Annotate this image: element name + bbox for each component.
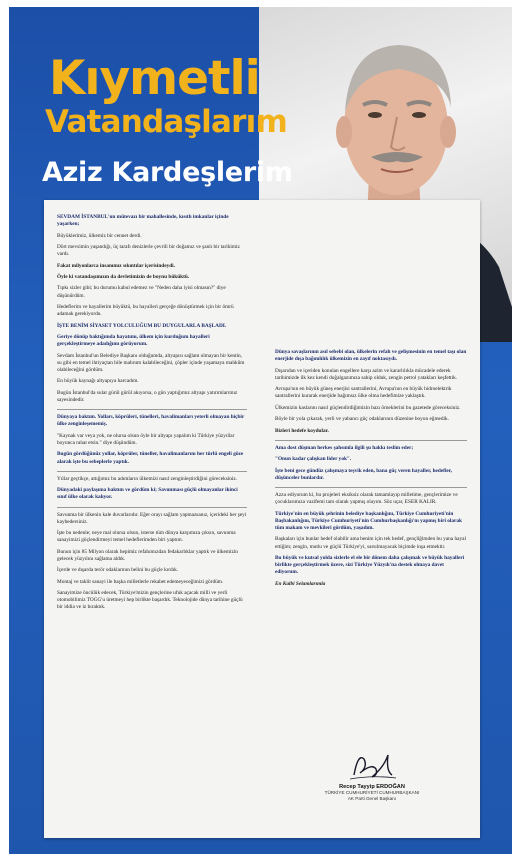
letter-paragraph: Ülkemizin kaslarını nasıl güçlendirdiğimizin bazı örneklerini bu gazetede göreceksiniz. (275, 404, 461, 411)
letter-paragraph: Ama dost düşman herkes şahsımla ilgili şu hakkı teslim eder; (275, 444, 414, 451)
signature-title-1: TÜRKİYE CUMHURİYETİ CUMHURBAŞKANI (324, 790, 420, 795)
divider (275, 440, 467, 441)
letter-paragraph: Dünyaya baktım. Yolları, köprüleri, tünelleri, havalimanları yeterli olmayan hiçbir ülke zenginleşememiş. (57, 414, 245, 428)
letter-paragraph: Türkiye'nin en büyük şehrinin belediye başkanlığını, Türkiye Cumhuriyeti'nin Başbakanlığını, Türkiye Cumhuriyeti'nin Cumhurbaşkanlığı'nı yapmış biri olarak tüm makam ve mevkileri gördüm, yaşadım. (275, 510, 462, 531)
letter-paragraph: En büyük kaynağı altyapıya harcadım. (57, 378, 139, 385)
advertisement (9, 7, 512, 854)
letter-paragraph: Bugün gördüğünüz yollar, köprüler, tüneller, havalimanlarını her türlü engeli göze alarak işte bu sebeplerle yaptık. (57, 451, 244, 465)
letter-paragraph: Sanayimize öncülük edecek, Türkiye'mizin gençlerine ufuk açacak milli ve yerli otomobilimiz TOGG'u üretmeyi hep birlikte başardık. Teknolojide dünya tarihine güçlü bir iddia ve iz bıraktık. (57, 590, 243, 611)
signature-title-2: AK Parti Genel Başkanı (347, 796, 397, 801)
letter-paragraph: "Onun kadar çalışkan lider yok". (275, 456, 352, 463)
letter-paragraph: Dünya savaşlarının asıl sebebi olan, ülkelerin refah ve gelişmesinin en temel taşı olan enerjide dışa bağımlılık ülkemizin en zayıf noktasıydı. (275, 349, 467, 363)
letter-paragraph: Savunma bir ülkenin kale duvarlarıdır. Eğer orayı sağlam yapmazsanız, içerideki her şeyi kaybedersiniz. (57, 511, 247, 525)
letter-paragraph: İçerde ve dışarda terör odaklarının belini bu güçle kırdık. (57, 567, 179, 574)
letter-paragraph: Tıpkı sizler gibi; bu durumu kabul edemez ve "Neden daha iyisi olmasın?" diye düşünürdüm. (57, 285, 226, 299)
letter-paragraph: Azzu ediyorum ki, bu projeleri eksiksiz olarak tamamlayıp milletime, gençlerimize ve çocuklarımıza vazifemi tam olarak yapmış olayım. Söz uçar, ESER KALIR. (275, 491, 458, 506)
letter-paragraph: SEVDAM İSTANBUL'un mütevazı bir mahallesinde, kısıtlı imkanlar içinde yaşarken; (57, 214, 229, 228)
divider (275, 487, 467, 488)
letter-paragraph: Başkaları için bunlar hedef olabilir ama benim için tek hedef, gençliğimden bu yana hayal ettiğim; zengin, mutlu ve güçlü Türkiye'yi, sarsılmayacak biçimde inşa etmektir. (275, 536, 466, 550)
letter-right-column (275, 349, 467, 592)
letter-paragraph: İşte beni gece gündüz çalışmaya teşvik eden, bana güç veren hayaller, hedefler, düşünceler bunlardır. (275, 467, 452, 481)
headline-line-2: Vatandaşlarım (45, 104, 287, 140)
signature-block (312, 749, 432, 802)
divider (57, 507, 247, 508)
letter-paragraph: Böyle bir yola çıkarak, yerli ve yabancı güç odaklarının düzenine boyun eğmedik. (275, 416, 450, 423)
letter-paragraph: Bu büyük ve kutsal yolda sizlerle el ele bir dönem daha çalışmak ve büyük hayalleri birlikte gerçekleştirmek üzere, sizi Türkiye Yüzyılı'na destek olmaya davet ediyorum. (275, 554, 465, 576)
headline-line-1: Kıymetli (49, 51, 260, 106)
letter-paragraph: İşte bu nedenle; neye mal olursa olsun, isterse tüm dünya karşımıza çıksın, savunma sanayimizi güçlendirmeyi temel hedeflerimden biri yaptım. (57, 530, 236, 544)
letter-paragraph: En Kalbi Selamlarımla (275, 580, 326, 587)
letter-paragraph: Avrupa'nın en büyük güneş enerjisi santrallerini, Avrupa'nın en büyük hidroelektrik santrallerini kurarak enerjide bağımsız ülke olma hedefimize yaklaştık. (275, 386, 452, 400)
letter-paragraph: Büyüklerimiz, ülkemiz bir cennet derdi. (57, 232, 142, 239)
letter-paragraph: Bugün İstanbul'da sular gürül gürül akıyorsa, o gün yaptığımız altyapı yatırımlarımız sayesindedir. (57, 389, 238, 403)
letter-paragraph: Bizleri hedefe koydular. (275, 427, 329, 434)
letter-paragraph: Dışarıdan ve içeriden konulan engellere karşı azim ve kararlılıkla mücadele ederek tarihimizde ilk kez kendi doğalgazımıza sahip olduk, zengin petrol yatakları keşfettik. (275, 367, 458, 381)
letter-paragraph: Dünyadaki paylaşıma baktım ve gördüm ki; Savunması güçlü olmayanlar ikinci sınıf ülke olarak kalıyor. (57, 487, 238, 501)
handwritten-signature (342, 749, 402, 783)
letter-paragraph: Yıllar geçtikçe, attığımız bu adımların ülkemizi nasıl zenginleştirdiğini göreceksiniz. (57, 475, 238, 482)
headline-line-3: Aziz Kardeşlerim (42, 157, 293, 188)
letter-left-column (57, 214, 247, 616)
letter-paragraph: İŞTE BENİM SİYASET YOLCULUĞUM BU DUYGULARLA BAŞLADI. (57, 322, 227, 329)
letter-paper (44, 200, 480, 838)
letter-paragraph: Bunun için 85 Milyon olarak hepimiz refahımızdan fedakarlıklar yaptık ve ülkemizin gelecek yüzyılını sağlama aldık. (57, 548, 238, 562)
letter-paragraph: Dört mevsimin yaşandığı, üç tarafı denizlerle çevrili bir doğamız ve şanlı bir tarihimiz vardı. (57, 243, 240, 258)
signature-name: Recep Tayyip ERDOĞAN (339, 784, 405, 790)
letter-paragraph: Hedeflerim ve hayallerim büyüktü, bu hayalleri gerçeğe dönüştürmek için bir ömrü adamak gerekiyordu. (57, 303, 234, 318)
letter-paragraph: Montaj ve taklit sanayi ile başka milletlerle rekabet edemeyeceğimizi gördüm. (57, 578, 224, 585)
letter-paragraph: Geriye dönüp baktığımda hayatımı, ülkem için kurduğum hayalleri gerçekleştirmeye adadığımı görüyorum. (57, 333, 210, 348)
letter-paragraph: "Kaynak var veya yok, ne olursa olsun öyle bir altyapı yapalım ki Türkiye yüzyıllar boyunca rahat etsin." diye düşündüm. (57, 432, 235, 446)
divider (57, 409, 247, 410)
divider (57, 471, 247, 472)
letter-paragraph: Sevdam İstanbul'un Belediye Başkanı olduğumda, altyapısı sağlam olmayan bir kentin, su gibi en temel ihtiyaçtan bile mahrum kalabileceğini, çöpler içinde yaşamaya mahkûm olabileceğini gördüm. (57, 352, 245, 373)
letter-paragraph: Fakat milyonlarca insanımız sıkıntılar içerisindeydi. (57, 262, 175, 269)
letter-paragraph: Öyle ki vatandaşımızın da devletimizin de boynu büküktü. (57, 273, 190, 280)
